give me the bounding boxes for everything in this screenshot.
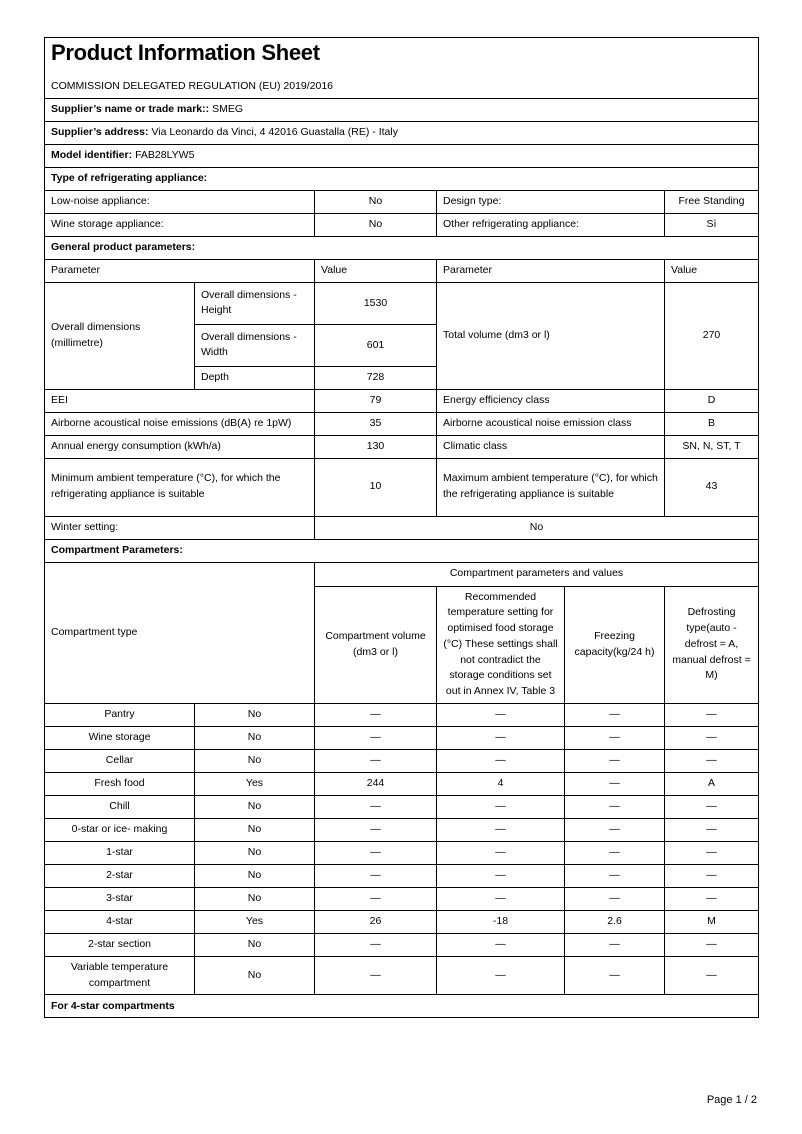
parameter-value: SN, N, ST, T bbox=[665, 435, 759, 458]
section-heading-type: Type of refrigerating appliance: bbox=[45, 167, 759, 190]
compartment-type: 3-star bbox=[45, 887, 195, 910]
compartment-present: Yes bbox=[195, 772, 315, 795]
table-row bbox=[45, 749, 759, 772]
column-header: Parameter bbox=[437, 259, 665, 282]
compartment-type: 4-star bbox=[45, 910, 195, 933]
compartment-present: Yes bbox=[195, 910, 315, 933]
compartment-present: No bbox=[195, 841, 315, 864]
page-number: Page 1 / 2 bbox=[706, 1094, 757, 1106]
dimension-width-value: 601 bbox=[315, 324, 437, 366]
sheet-table bbox=[44, 37, 759, 1018]
compartment-volume: — bbox=[315, 795, 437, 818]
column-header: Value bbox=[315, 259, 437, 282]
compartment-volume: — bbox=[315, 726, 437, 749]
compartment-defrost: M bbox=[665, 910, 759, 933]
compartment-freezing: 2.6 bbox=[565, 910, 665, 933]
compartment-defrost: — bbox=[665, 726, 759, 749]
dimension-depth-label: Depth bbox=[195, 366, 315, 389]
compartment-volume: — bbox=[315, 818, 437, 841]
table-row bbox=[45, 282, 759, 324]
page-title: Product Information Sheet bbox=[51, 40, 320, 65]
column-header-row bbox=[45, 259, 759, 282]
parameter-value: 10 bbox=[315, 458, 437, 516]
parameter-label: Wine storage appliance: bbox=[45, 213, 315, 236]
parameter-value: No bbox=[315, 190, 437, 213]
compartment-type: 2-star bbox=[45, 864, 195, 887]
compartment-freezing: — bbox=[565, 749, 665, 772]
compartment-volume: — bbox=[315, 703, 437, 726]
compartment-temp: — bbox=[437, 818, 565, 841]
compartment-type-header: Compartment type bbox=[45, 562, 315, 703]
supplier-name-row bbox=[45, 98, 759, 121]
compartment-type: 1-star bbox=[45, 841, 195, 864]
supplier-address-value: Via Leonardo da Vinci, 4 42016 Guastalla (RE) - Italy bbox=[151, 126, 398, 139]
table-row bbox=[45, 458, 759, 516]
compartment-freezing: — bbox=[565, 726, 665, 749]
table-row bbox=[45, 516, 759, 539]
compartment-present: No bbox=[195, 864, 315, 887]
compartment-freezing: — bbox=[565, 772, 665, 795]
parameter-label: Annual energy consumption (kWh/a) bbox=[45, 435, 315, 458]
winter-setting-value: No bbox=[315, 516, 759, 539]
parameter-value: D bbox=[665, 389, 759, 412]
compartment-header-row bbox=[45, 562, 759, 586]
compartment-freezing: — bbox=[565, 795, 665, 818]
table-row bbox=[45, 818, 759, 841]
column-header: Value bbox=[665, 259, 759, 282]
parameter-label: Minimum ambient temperature (°C), for which the refrigerating appliance is suitable bbox=[45, 458, 315, 516]
compartment-freezing: — bbox=[565, 864, 665, 887]
compartment-type: 0-star or ice- making bbox=[45, 818, 195, 841]
parameter-value: No bbox=[315, 213, 437, 236]
table-row bbox=[45, 435, 759, 458]
compartment-type: Chill bbox=[45, 795, 195, 818]
parameter-label: Other refrigerating appliance: bbox=[437, 213, 665, 236]
compartment-present: No bbox=[195, 726, 315, 749]
compartment-present: No bbox=[195, 933, 315, 956]
section-heading-compartment: Compartment Parameters: bbox=[45, 539, 759, 562]
model-identifier-row bbox=[45, 144, 759, 167]
parameter-label: Low-noise appliance: bbox=[45, 190, 315, 213]
compartment-type: Wine storage bbox=[45, 726, 195, 749]
compartment-volume: — bbox=[315, 864, 437, 887]
compartment-type: Variable temperature compartment bbox=[45, 956, 195, 995]
parameter-label: Design type: bbox=[437, 190, 665, 213]
compartment-freezing: — bbox=[565, 887, 665, 910]
compartment-volume: 244 bbox=[315, 772, 437, 795]
title-block bbox=[45, 38, 759, 99]
compartment-temp: — bbox=[437, 933, 565, 956]
regulation-subtitle: COMMISSION DELEGATED REGULATION (EU) 2019/2016 bbox=[51, 80, 334, 93]
parameter-value: Sì bbox=[665, 213, 759, 236]
compartment-temp: 4 bbox=[437, 772, 565, 795]
table-row bbox=[45, 910, 759, 933]
compartment-temp: — bbox=[437, 726, 565, 749]
table-row bbox=[45, 795, 759, 818]
compartment-volume: — bbox=[315, 933, 437, 956]
compartment-defrost: — bbox=[665, 749, 759, 772]
parameter-label: Airborne acoustical noise emissions (dB(A) re 1pW) bbox=[45, 412, 315, 435]
column-header-temperature: Recommended temperature setting for optimised food storage (°C) These settings shall not contradict the storage conditions set out in Annex IV, Table 3 bbox=[437, 586, 565, 703]
parameter-label: Maximum ambient temperature (°C), for which the refrigerating appliance is suitable bbox=[437, 458, 665, 516]
compartment-temp: — bbox=[437, 703, 565, 726]
compartment-temp: — bbox=[437, 749, 565, 772]
total-volume-value: 270 bbox=[665, 282, 759, 389]
compartment-type: Cellar bbox=[45, 749, 195, 772]
compartment-present: No bbox=[195, 956, 315, 995]
parameter-label: Climatic class bbox=[437, 435, 665, 458]
supplier-name-value: SMEG bbox=[212, 103, 244, 116]
parameter-value: 35 bbox=[315, 412, 437, 435]
parameter-label: Energy efficiency class bbox=[437, 389, 665, 412]
compartment-temp: — bbox=[437, 864, 565, 887]
compartment-defrost: — bbox=[665, 703, 759, 726]
section-heading-general: General product parameters: bbox=[45, 236, 759, 259]
compartment-volume: — bbox=[315, 749, 437, 772]
compartment-defrost: — bbox=[665, 795, 759, 818]
table-row bbox=[45, 190, 759, 213]
compartment-defrost: — bbox=[665, 933, 759, 956]
winter-setting-label: Winter setting: bbox=[45, 516, 315, 539]
model-identifier-label: Model identifier: bbox=[51, 149, 133, 162]
compartment-present: No bbox=[195, 795, 315, 818]
dimensions-label: Overall dimensions (millimetre) bbox=[45, 282, 195, 389]
table-row bbox=[45, 887, 759, 910]
compartment-freezing: — bbox=[565, 841, 665, 864]
compartment-defrost: — bbox=[665, 864, 759, 887]
section-heading-four-star: For 4-star compartments bbox=[45, 995, 759, 1018]
table-row bbox=[45, 841, 759, 864]
compartment-volume: 26 bbox=[315, 910, 437, 933]
model-identifier-value: FAB28LYW5 bbox=[135, 149, 195, 162]
table-row bbox=[45, 389, 759, 412]
compartment-present: No bbox=[195, 703, 315, 726]
product-information-sheet bbox=[44, 37, 758, 1018]
dimension-width-label: Overall dimensions - Width bbox=[195, 324, 315, 366]
compartment-type: 2-star section bbox=[45, 933, 195, 956]
compartment-volume: — bbox=[315, 841, 437, 864]
supplier-address-label: Supplier’s address: bbox=[51, 126, 149, 139]
compartment-type: Fresh food bbox=[45, 772, 195, 795]
parameter-label: Airborne acoustical noise emission class bbox=[437, 412, 665, 435]
compartment-defrost: A bbox=[665, 772, 759, 795]
table-row bbox=[45, 864, 759, 887]
compartment-type: Pantry bbox=[45, 703, 195, 726]
dimension-depth-value: 728 bbox=[315, 366, 437, 389]
supplier-name-label: Supplier’s name or trade mark:: bbox=[51, 103, 210, 116]
compartment-volume: — bbox=[315, 956, 437, 995]
compartment-group-header: Compartment parameters and values bbox=[315, 562, 759, 586]
compartment-defrost: — bbox=[665, 818, 759, 841]
table-row bbox=[45, 412, 759, 435]
compartment-freezing: — bbox=[565, 956, 665, 995]
column-header-defrosting: Defrosting type(auto - defrost = A, manual defrost = M) bbox=[665, 586, 759, 703]
parameter-value: Free Standing bbox=[665, 190, 759, 213]
supplier-address-row bbox=[45, 121, 759, 144]
table-row bbox=[45, 772, 759, 795]
table-row bbox=[45, 726, 759, 749]
table-row bbox=[45, 703, 759, 726]
compartment-present: No bbox=[195, 749, 315, 772]
compartment-present: No bbox=[195, 818, 315, 841]
compartment-defrost: — bbox=[665, 887, 759, 910]
parameter-label: EEI bbox=[45, 389, 315, 412]
table-row bbox=[45, 213, 759, 236]
parameter-value: 130 bbox=[315, 435, 437, 458]
compartment-temp: — bbox=[437, 795, 565, 818]
parameter-value: 79 bbox=[315, 389, 437, 412]
column-header-volume: Compartment volume (dm3 or l) bbox=[315, 586, 437, 703]
compartment-temp: — bbox=[437, 956, 565, 995]
table-row bbox=[45, 933, 759, 956]
parameter-value: 43 bbox=[665, 458, 759, 516]
compartment-temp: -18 bbox=[437, 910, 565, 933]
compartment-freezing: — bbox=[565, 703, 665, 726]
compartment-volume: — bbox=[315, 887, 437, 910]
total-volume-label: Total volume (dm3 or l) bbox=[437, 282, 665, 389]
compartment-defrost: — bbox=[665, 841, 759, 864]
parameter-value: B bbox=[665, 412, 759, 435]
dimension-height-label: Overall dimensions - Height bbox=[195, 282, 315, 324]
compartment-defrost: — bbox=[665, 956, 759, 995]
compartment-freezing: — bbox=[565, 818, 665, 841]
column-header: Parameter bbox=[45, 259, 315, 282]
column-header-freezing: Freezing capacity(kg/24 h) bbox=[565, 586, 665, 703]
table-row bbox=[45, 956, 759, 995]
dimension-height-value: 1530 bbox=[315, 282, 437, 324]
compartment-freezing: — bbox=[565, 933, 665, 956]
compartment-temp: — bbox=[437, 887, 565, 910]
compartment-temp: — bbox=[437, 841, 565, 864]
compartment-present: No bbox=[195, 887, 315, 910]
